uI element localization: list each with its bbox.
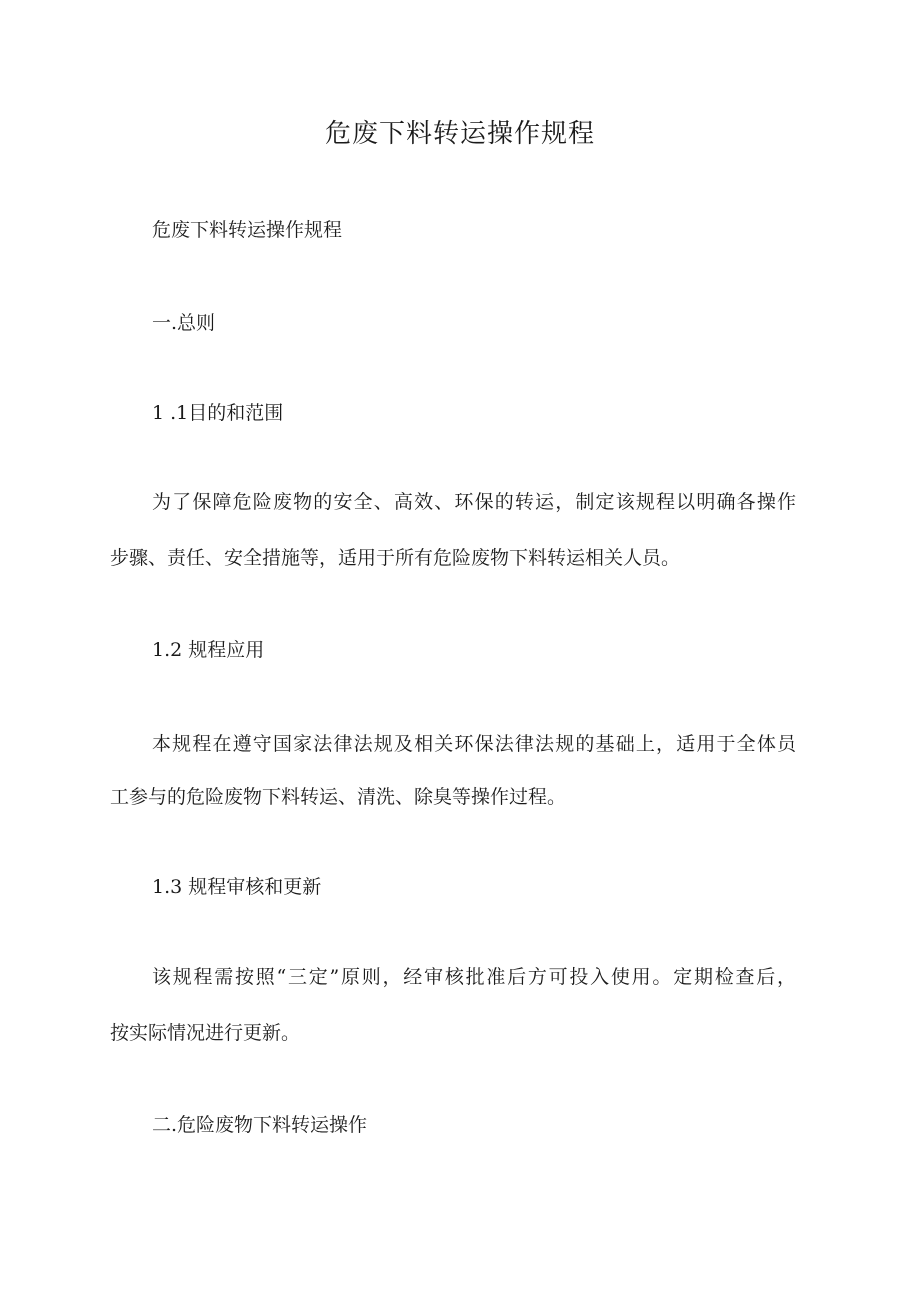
document-title: 危废下料转运操作规程 [324, 119, 595, 149]
section-2-heading: 二.危险废物下料转运操作 [152, 1114, 368, 1136]
section-1-1-paragraph-line-1: 为了保障危险废物的安全、高效、环保的转运，制定该规程以明确各操作 [152, 491, 796, 513]
section-1-2-paragraph-line-2: 工参与的危险废物下料转运、清洗、除臭等操作过程。 [110, 786, 567, 808]
section-1-1-heading: 1 .1目的和范围 [152, 402, 284, 424]
document-subtitle: 危废下料转运操作规程 [152, 219, 343, 241]
section-1-3-heading: 1.3 规程审核和更新 [152, 876, 322, 898]
section-1-2-heading: 1.2 规程应用 [152, 639, 265, 661]
section-1-3-paragraph-line-1: 该规程需按照“三定”原则，经审核批准后方可投入使用。定期检查后， [152, 966, 796, 988]
section-1-3-paragraph-line-2: 按实际情况进行更新。 [110, 1022, 301, 1044]
section-1-heading: 一.总则 [152, 312, 216, 334]
section-1-2-paragraph-line-1: 本规程在遵守国家法律法规及相关环保法律法规的基础上，适用于全体员 [152, 733, 796, 755]
section-1-1-paragraph-line-2: 步骤、责任、安全措施等，适用于所有危险废物下料转运相关人员。 [110, 547, 681, 569]
